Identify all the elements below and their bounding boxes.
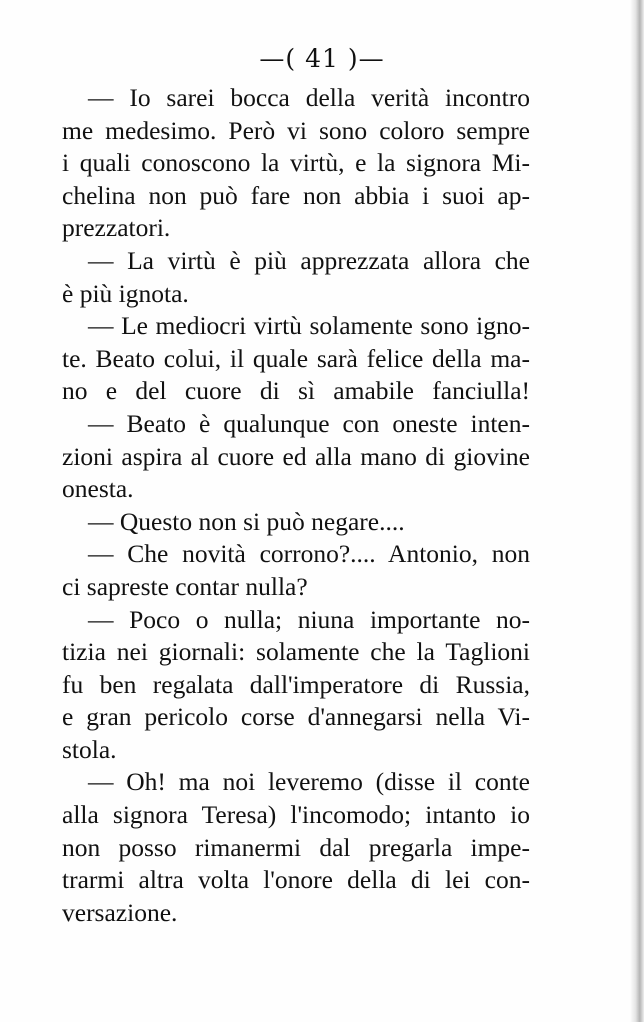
text-line: zioni aspira al cuore ed alla mano di giovine: [62, 441, 530, 471]
text-line: — La virtù è più apprezzata allora che: [88, 245, 530, 275]
text-line: — Oh! ma noi leveremo (disse il conte: [88, 767, 530, 797]
text-line: — Che novità corrono?.... Antonio, non: [88, 539, 530, 569]
text-line: — Le mediocri virtù solamente sono igno-: [88, 311, 530, 341]
text-line: ci sapreste contar nulla?: [62, 571, 308, 601]
page-edge-shadow: [630, 0, 644, 1022]
body-text: [62, 82, 530, 929]
text-line: me medesimo. Però vi sono coloro sempre: [62, 115, 530, 145]
text-line: i quali conoscono la virtù, e la signora Mi-: [62, 148, 530, 178]
text-line: e gran pericolo corse d'annegarsi nella Vi-: [62, 702, 530, 732]
text-line: — Questo non si può negare....: [88, 506, 405, 536]
text-line: — Beato è qualunque con oneste inten-: [88, 408, 530, 438]
text-line: fu ben regalata dall'imperatore di Russia,: [62, 669, 530, 699]
text-line: è più ignota.: [62, 278, 189, 308]
text-line: alla signora Teresa) l'incomodo; intanto io: [62, 800, 530, 830]
text-line: te. Beato colui, il quale sarà felice della ma-: [62, 343, 530, 373]
text-line: tizia nei giornali: solamente che la Taglioni: [62, 637, 530, 667]
page-number: —( 41 )—: [259, 44, 385, 73]
text-line: — Io sarei bocca della verità incontro: [88, 83, 530, 112]
text-line: onesta.: [62, 474, 134, 504]
text-line: trarmi altra volta l'onore della di lei con-: [62, 865, 530, 895]
text-line: non posso rimanermi dal pregarla impe-: [62, 832, 530, 862]
text-line: chelina non può fare non abbia i suoi ap-: [62, 180, 530, 210]
text-line: prezzatori.: [62, 213, 171, 243]
text-line: stola.: [62, 734, 117, 764]
text-line: no e del cuore di sì amabile fanciulla!: [62, 376, 530, 406]
text-line: versazione.: [62, 897, 178, 927]
text-line: — Poco o nulla; niuna importante no-: [88, 604, 530, 634]
